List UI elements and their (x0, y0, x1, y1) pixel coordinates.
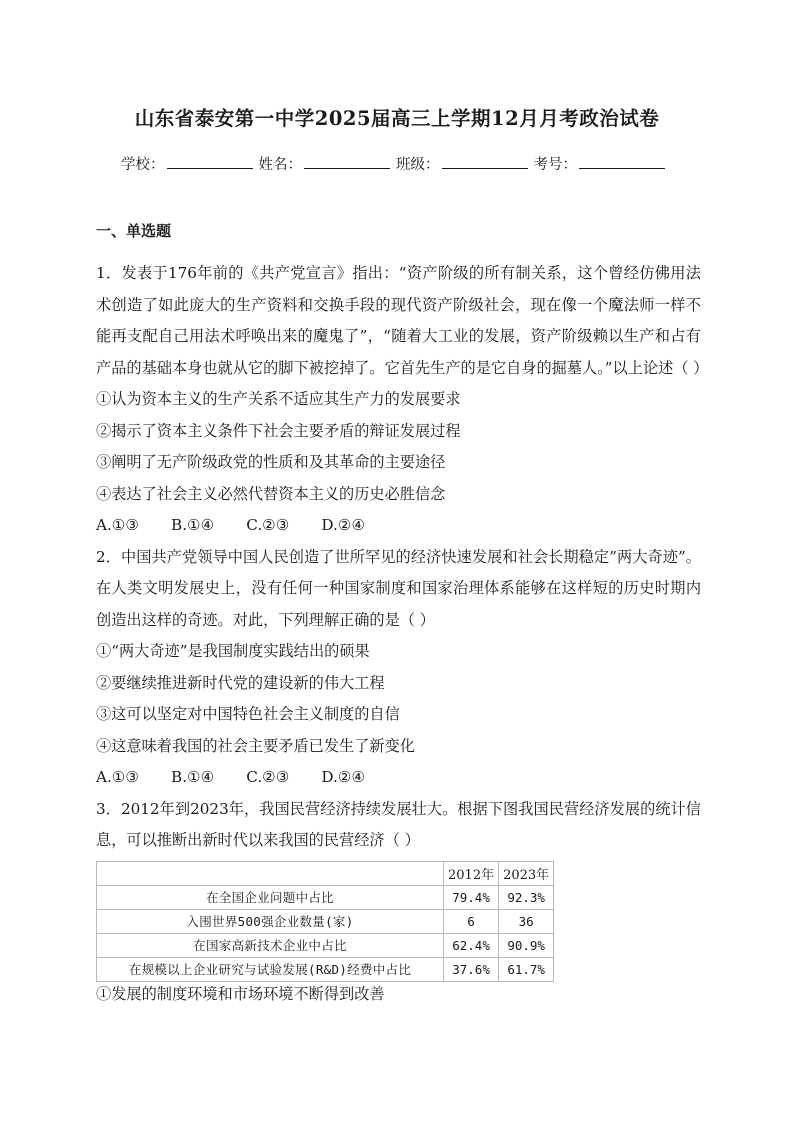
table-cell-2012: 79.4% (444, 885, 499, 909)
question-1-statement-4: ④表达了社会主义必然代替资本主义的历史必胜信念 (96, 484, 446, 503)
table-row (97, 885, 554, 909)
table-cell-2023: 92.3% (499, 885, 554, 909)
question-1-statement-2: ②揭示了资本主义条件下社会主要矛盾的辩证发展过程 (96, 421, 461, 440)
question-2-choice-b: B.①④ (171, 768, 215, 786)
question-1-statement-3: ③阐明了无产阶级政党的性质和及其革命的主要途径 (96, 453, 446, 471)
table-cell-2012: 37.6% (444, 957, 499, 981)
table-cell-2023: 36 (499, 909, 554, 933)
table-header-2012: 2012年 (444, 861, 499, 885)
table-row (97, 933, 554, 957)
question-2-statement-3: ③这可以坚定对中国特色社会主义制度的自信 (96, 705, 400, 723)
question-2-choice-d: D.②④ (321, 768, 366, 786)
class-blank (442, 154, 528, 169)
table-header-corner (97, 861, 444, 885)
name-blank (304, 154, 390, 169)
question-2-choice-c: C.②③ (246, 768, 290, 786)
table-cell-2023: 61.7% (499, 957, 554, 981)
table-row-label: 在规模以上企业研究与试验发展(R&D)经费中占比 (97, 957, 444, 981)
school-label: 学校： (121, 157, 165, 173)
table-cell-2023: 90.9% (499, 933, 554, 957)
question-2-statement-4: ④这意味着我国的社会主要矛盾已发生了新变化 (96, 736, 415, 755)
question-1-choice-d: D.②④ (321, 516, 366, 534)
question-3-stem: 3．2012年到2023年，我国民营经济持续发展壮大。根据下图我国民营经济发展的统计信息，可以推断出新时代以来我国的民营经济（ ） (96, 799, 701, 849)
question-2-statement-2: ②要继续推进新时代党的建设新的伟大工程 (96, 673, 385, 692)
question-1-choice-a: A.①③ (96, 516, 140, 534)
table-row (97, 957, 554, 981)
question-3-statement-1: ①发展的制度环境和市场环境不断得到改善 (96, 984, 385, 1003)
name-label: 姓名： (258, 157, 302, 173)
class-field (396, 153, 534, 174)
question-1-statement-1: ①认为资本主义的生产关系不适应其生产力的发展要求 (96, 390, 461, 408)
table-row-label: 入围世界500强企业数量(家) (97, 909, 444, 933)
table-header-row (97, 861, 554, 885)
question-2-choices (96, 762, 701, 794)
question-2-statement-1: ①“两大奇迹”是我国制度实践结出的硕果 (96, 642, 370, 660)
exam-title: 山东省泰安第一中学2025届高三上学期12月月考政治试卷 (134, 107, 660, 130)
exam-number-label: 考号： (533, 157, 577, 173)
private-economy-table-wrap (96, 861, 701, 982)
exam-number-blank (579, 154, 665, 169)
table-cell-2012: 62.4% (444, 933, 499, 957)
question-list (96, 258, 709, 1007)
question-3 (96, 794, 701, 1007)
student-info-line (121, 153, 681, 174)
class-label: 班级： (396, 157, 440, 173)
section-title: 一、单选题 (96, 222, 172, 240)
question-1-choices (96, 510, 701, 542)
name-field (259, 153, 397, 174)
table-row-label: 在全国企业问题中占比 (97, 885, 444, 909)
private-economy-table (96, 861, 554, 982)
question-1-choice-c: C.②③ (246, 516, 290, 534)
question-1 (96, 258, 709, 542)
question-2-choice-a: A.①③ (96, 768, 140, 786)
question-1-choice-b: B.①④ (171, 516, 215, 534)
table-row-label: 在国家高新技术企业中占比 (97, 933, 444, 957)
table-row (97, 909, 554, 933)
table-header-2023: 2023年 (499, 861, 554, 885)
question-2 (96, 542, 701, 794)
question-2-stem: 2．中国共产党领导中国人民创造了世所罕见的经济快速发展和社会长期稳定”两大奇迹”。在人类文明发展史上，没有任何一种国家制度和国家治理体系能够在这样短的历史时期内创造出这样的奇迹。对此，下列理解正确的是（ ） (96, 547, 701, 629)
school-blank (167, 154, 253, 169)
question-1-stem: 1．发表于176年前的《共产党宣言》指出：“资产阶级的所有制关系，这个曾经仿佛用法术创造了如此庞大的生产资料和交换手段的现代资产阶级社会，现在像一个魔法师一样不能再支配自己用法术呼唤出来的魔鬼了”，“随着大工业的发展，资产阶级赖以生产和占有产品的基础本身也就从它的脚下被挖掉了。它首先生产的是它自身的掘墓人。”以上论述（ ） (96, 264, 709, 377)
table-cell-2012: 6 (444, 909, 499, 933)
school-field (121, 153, 259, 174)
exam-number-field (534, 153, 672, 174)
